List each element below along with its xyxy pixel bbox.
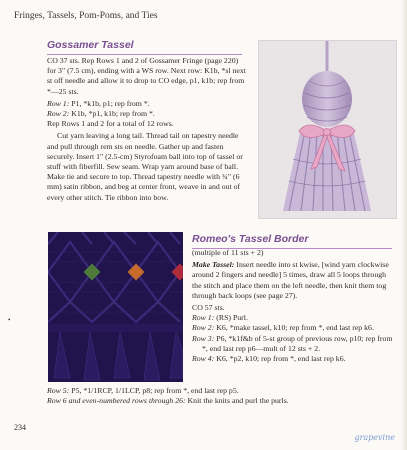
gossamer-row1 (47, 99, 247, 109)
gossamer-row2 (47, 109, 247, 119)
watermark: grapevine (354, 433, 395, 442)
romeo-body-continued (47, 386, 397, 406)
romeo-row3 (192, 334, 397, 354)
romeo-row3-text: P6, *k1f&b of 5-st group of previous row, p10; rep from *, end last rep p6—mult of 12 sts + 2. (202, 333, 393, 353)
row2-text: K1b, *p1, k1b; rep from *. (71, 109, 155, 119)
romeo-border-photo (48, 232, 183, 382)
romeo-row6-text: Knit the knits and purl the purls. (187, 396, 289, 406)
gossamer-p1: CO 37 sts. Rep Rows 1 and 2 of Gossamer Fringe (page 220) for 3" (7.5 cm), ending with a WS row. Next row: K1b, *sl next st off needle and allow it to drop to CO edge, p1, k1b; rep from *—25 sts. (47, 56, 246, 96)
title-rule (47, 54, 242, 55)
knit-border-illustration (48, 232, 183, 382)
page-edge (401, 0, 407, 450)
row1-text: P1, *k1b, p1; rep from *. (71, 98, 150, 108)
romeo-row4-label: Row 4: (192, 354, 215, 364)
gossamer-body (47, 56, 247, 205)
page-number: 234 (14, 423, 26, 432)
bullet-icon: • (8, 316, 11, 324)
romeo-row2-text: K6, *make tassel, k10; rep from *, end last rep k6. (216, 323, 374, 333)
gossamer-title (47, 39, 242, 55)
romeo-row6-label: Row 6 and even-numbered rows through 26: (47, 396, 186, 406)
tassel-illustration (259, 41, 396, 218)
gossamer-title-text: Gossamer Tassel (47, 39, 134, 51)
romeo-co: CO 57 sts. (192, 303, 225, 313)
running-head: Fringes, Tassels, Pom-Poms, and Ties (14, 11, 158, 21)
romeo-make-tassel (192, 260, 397, 301)
romeo-row3-label: Row 3: (192, 333, 215, 343)
romeo-row1-label: Row 1: (192, 313, 215, 323)
row1-label: Row 1: (47, 98, 70, 108)
gossamer-tassel-photo (258, 40, 397, 219)
romeo-multiple: (multiple of 11 sts + 2) (192, 248, 264, 257)
romeo-title (192, 233, 392, 249)
romeo-row1 (192, 313, 397, 323)
romeo-row5 (47, 386, 397, 396)
row2-label: Row 2: (47, 109, 70, 119)
romeo-title-text: Romeo's Tassel Border (192, 233, 309, 245)
romeo-row2 (192, 323, 397, 333)
make-tassel-label: Make Tassel: (192, 260, 235, 270)
gossamer-p2: Rep Rows 1 and 2 for a total of 12 rows. (47, 119, 174, 129)
romeo-row5-text: P5, *1/1RCP, 1/1LCP, p8; rep from *, end last rep p5. (71, 386, 239, 395)
gossamer-p3: Cut yarn leaving a long tail. Thread tail on tapestry needle and pull through rem sts on needle. Gather up and fasten securely. Insert 1" (2.5-cm) Styrofoam ball into top of tassel or stuff with fiberfill. Sew seam. Wrap yarn around base of ball. Make tie and secure to top. Thread tapestry needle with ¾" (6 mm) satin ribbon, and beg at center front, weave in and out of every other stitch. Tie ribbon into bow. (47, 131, 243, 202)
make-tassel-text: Insert needle into st kwise, [wind yarn clockwise around 2 fingers and needle] 5 times, draw all 5 loops through the stitch and place them on the left needle, then knit them tog through back loops (see page 27). (192, 260, 389, 300)
romeo-row1-text: (RS) Purl. (216, 313, 248, 323)
romeo-row4-text: K6, *p2, k10; rep from *, end last rep k6. (216, 354, 346, 364)
romeo-row4 (192, 354, 397, 364)
romeo-row6 (47, 396, 397, 406)
romeo-body (192, 248, 397, 364)
romeo-row2-label: Row 2: (192, 323, 215, 333)
romeo-row5-label: Row 5: (47, 386, 70, 395)
